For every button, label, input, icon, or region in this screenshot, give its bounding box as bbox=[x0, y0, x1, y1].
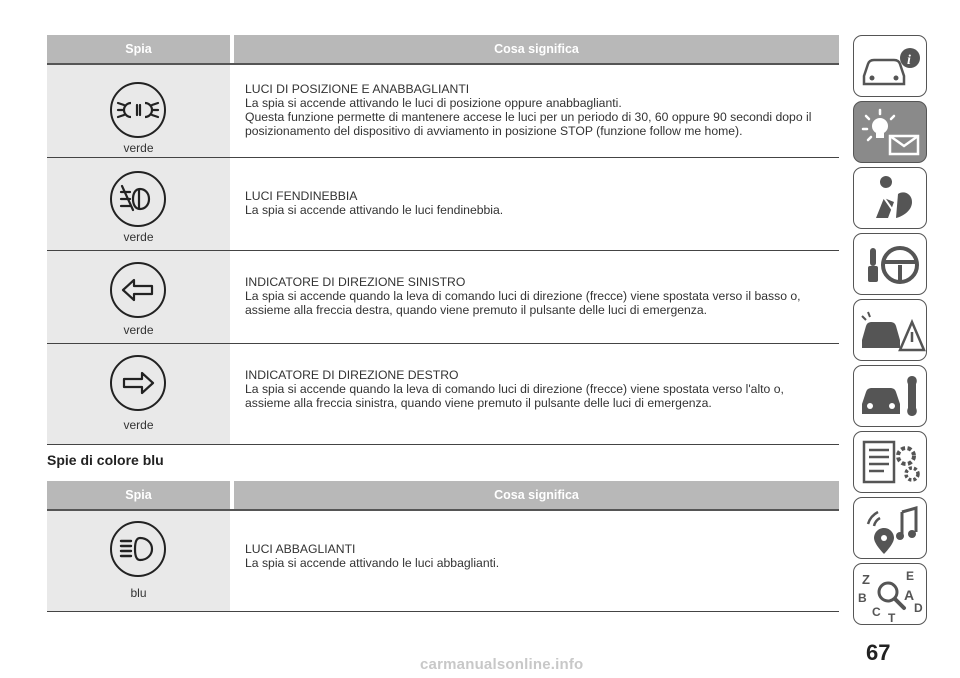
icon-cell bbox=[47, 65, 230, 157]
description-cell bbox=[230, 511, 839, 611]
tab-emergency[interactable] bbox=[853, 299, 927, 361]
icon-cell bbox=[47, 158, 230, 250]
tab-driving[interactable] bbox=[853, 233, 927, 295]
row-text: posizionamento del dispositivo di avviamento in posizione STOP (funzione follow me home). bbox=[245, 124, 743, 138]
row-text: assieme alla freccia destra, quando viene premuto il pulsante delle luci di emergenza. bbox=[245, 303, 708, 317]
header-cosa-significa: Cosa significa bbox=[234, 481, 839, 509]
svg-text:i: i bbox=[907, 53, 911, 68]
tab-maintenance[interactable] bbox=[853, 365, 927, 427]
tab-safety[interactable] bbox=[853, 167, 927, 229]
emergency-icon bbox=[854, 300, 928, 362]
icon-cell bbox=[47, 511, 230, 611]
multimedia-icon bbox=[854, 498, 928, 560]
table-row bbox=[47, 511, 839, 612]
table-row bbox=[47, 158, 839, 251]
row-title: INDICATORE DI DIREZIONE DESTRO bbox=[245, 368, 459, 382]
description-cell bbox=[230, 344, 839, 444]
light-color-label: blu bbox=[130, 586, 147, 600]
section-title: Spie di colore blu bbox=[47, 452, 164, 468]
warning-lights-table-blue bbox=[47, 481, 839, 612]
watermark: carmanualsonline.info bbox=[420, 656, 584, 673]
description-cell bbox=[230, 251, 839, 343]
warning-lights-table-green bbox=[47, 35, 839, 445]
position-lights-icon bbox=[109, 81, 167, 139]
driving-icon bbox=[854, 234, 928, 296]
header-spia: Spia bbox=[47, 481, 230, 509]
index-letter: D bbox=[914, 601, 923, 615]
row-text: La spia si accende quando la leva di comando luci di direzione (frecce) viene spostata verso il basso o, bbox=[245, 289, 801, 303]
icon-cell bbox=[47, 251, 230, 343]
safety-icon bbox=[854, 168, 928, 230]
row-title: INDICATORE DI DIREZIONE SINISTRO bbox=[245, 275, 466, 289]
index-letter: B bbox=[858, 591, 867, 605]
light-color-label: verde bbox=[123, 418, 154, 432]
tab-technical-data[interactable] bbox=[853, 431, 927, 493]
fog-lights-icon bbox=[109, 170, 167, 228]
row-text: La spia si accende quando la leva di comando luci di direzione (frecce) viene spostata verso l'alto o, bbox=[245, 382, 784, 396]
light-color-label: verde bbox=[123, 230, 154, 244]
icon-cell bbox=[47, 344, 230, 444]
index-letter: T bbox=[888, 611, 896, 625]
high-beam-icon bbox=[109, 520, 167, 578]
table-row bbox=[47, 251, 839, 344]
tab-car-info[interactable] bbox=[853, 35, 927, 97]
table-row bbox=[47, 65, 839, 158]
tab-multimedia[interactable] bbox=[853, 497, 927, 559]
index-letter: Z bbox=[862, 572, 870, 587]
right-turn-indicator-icon bbox=[109, 354, 167, 412]
light-color-label: verde bbox=[123, 141, 154, 155]
description-cell bbox=[230, 158, 839, 250]
page-number: 67 bbox=[866, 640, 891, 665]
header-cosa-significa: Cosa significa bbox=[234, 35, 839, 63]
table-header bbox=[47, 35, 839, 65]
row-text: La spia si accende attivando le luci di posizione oppure anabbaglianti. bbox=[245, 96, 622, 110]
index-letter: A bbox=[904, 587, 915, 603]
maintenance-icon bbox=[854, 366, 928, 428]
row-text: La spia si accende attivando le luci abbaglianti. bbox=[245, 556, 500, 570]
table-row bbox=[47, 344, 839, 445]
tab-warning-lights[interactable] bbox=[853, 101, 927, 163]
left-turn-indicator-icon bbox=[109, 261, 167, 319]
table-header bbox=[47, 481, 839, 511]
row-text: Questa funzione permette di mantenere accese le luci per un periodo di 30, 60 oppure 90 secondi dopo il bbox=[245, 110, 812, 124]
row-text: La spia si accende attivando le luci fendinebbia. bbox=[245, 203, 504, 217]
row-title: LUCI FENDINEBBIA bbox=[245, 189, 358, 203]
row-text: assieme alla freccia sinistra, quando viene premuto il pulsante delle luci di emergenza. bbox=[245, 396, 712, 410]
warning-lights-icon bbox=[854, 102, 928, 164]
row-title: LUCI DI POSIZIONE E ANABBAGLIANTI bbox=[245, 82, 470, 96]
light-color-label: verde bbox=[123, 323, 154, 337]
tab-index[interactable] bbox=[853, 563, 927, 625]
description-cell bbox=[230, 65, 839, 157]
index-icon bbox=[854, 564, 928, 626]
header-spia: Spia bbox=[47, 35, 230, 63]
row-title: LUCI ABBAGLIANTI bbox=[245, 542, 356, 556]
index-letter: C bbox=[872, 605, 881, 619]
index-letter: E bbox=[906, 569, 915, 583]
car-info-icon bbox=[854, 36, 928, 98]
technical-data-icon bbox=[854, 432, 928, 494]
